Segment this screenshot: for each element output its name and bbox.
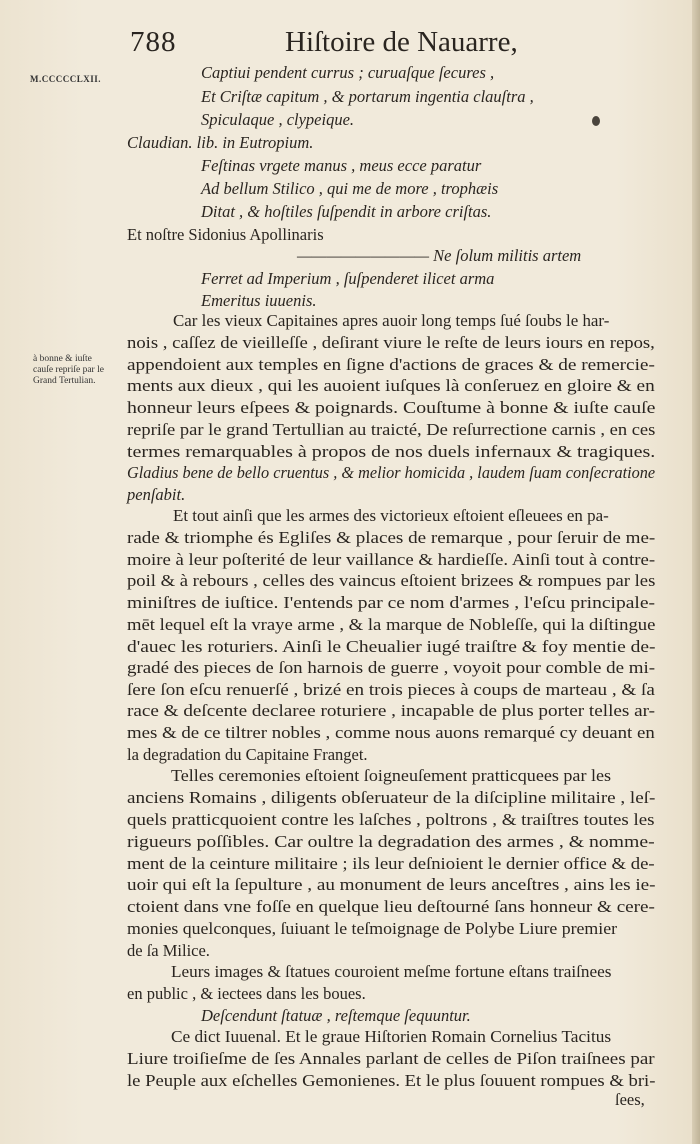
text-line: Leurs images & ſtatues couroient meſme fortune eſtans traiſnees bbox=[171, 962, 612, 981]
text-line: Ce dict Iuuenal. Et le graue Hiſtorien Romain Cornelius Tacitus bbox=[171, 1027, 612, 1046]
text-line: Deſcendunt ſtatuæ , reſtemque ſequuntur. bbox=[201, 1006, 471, 1025]
text-line: Spiculaque , clypeique. bbox=[201, 110, 355, 129]
text-line: penſabit. bbox=[127, 485, 186, 504]
text-line: Feſtinas vrgete manus , meus ecce paratur bbox=[201, 156, 482, 175]
margin-note bbox=[33, 354, 104, 387]
text-line: Gladius bene de bello cruentus , & melior homicida , laudem ſuam conſecratione bbox=[127, 463, 656, 482]
page-spine-edge bbox=[692, 0, 700, 1144]
text-line: rade & triomphe és Egliſes & places de remarque , pour ſeruir de me- bbox=[127, 528, 656, 547]
margin-note-line: à bonne & iuſte bbox=[33, 354, 92, 364]
text-line: termes remarquables à propos de nos duels infernaux & tragiques. bbox=[127, 442, 656, 461]
text-line: quels pratticquoient contre les laſches , poltrons , & traiſtres toutes les bbox=[127, 810, 655, 829]
ink-blot bbox=[592, 116, 600, 126]
margin-note-line: cauſe repriſe par le bbox=[33, 365, 104, 375]
text-line: Telles ceremonies eſtoient ſoigneuſement pratticquees par les bbox=[171, 766, 612, 785]
text-line: le Peuple aux eſchelles Gemonienes. Et le plus ſouuent rompues & bri- bbox=[127, 1071, 656, 1090]
text-line: Emeritus iuuenis. bbox=[201, 291, 317, 310]
text-line: uoir qui eſt la ſepulture , au monument de leurs anceſtres , ains les ie- bbox=[127, 875, 656, 894]
text-line: ſees, bbox=[615, 1090, 645, 1109]
text-line: race & deſcente declaree roturiere , incapable de plus porter telles ar- bbox=[127, 701, 655, 720]
text-line: Ditat , & hoſtiles ſuſpendit in arbore criſtas. bbox=[201, 202, 492, 221]
text-line: Captiui pendent currus ; curuaſque ſecures , bbox=[201, 63, 495, 82]
text-line: Ferret ad Imperium , ſuſpenderet ilicet arma bbox=[201, 269, 495, 288]
text-line: ————————— Ne ſolum militis artem bbox=[297, 246, 582, 265]
text-line: miniſtres de iuſtice. I'entends par ce nom d'armes , l'eſcu principale- bbox=[127, 593, 656, 612]
text-line: en public , & iectees dans les boues. bbox=[127, 984, 366, 1003]
text-line: Ad bellum Stilico , qui me de more , trophæis bbox=[201, 179, 499, 198]
text-line: ments aux dieux , qui les auoient iuſques là conſeruez en gloire & en bbox=[127, 376, 655, 395]
text-line: Claudian. lib. in Eutropium. bbox=[127, 133, 314, 152]
text-line: honneur leurs eſpees & poignards. Couſtume à bonne & iuſte cauſe bbox=[127, 398, 656, 417]
text-line: ment de la ceinture militaire ; ils leur deſnioient le dernier office & de- bbox=[127, 854, 655, 873]
text-line: moire à leur poſterité de leur vaillance & hardieſſe. Ainſi tout à contre- bbox=[127, 550, 656, 569]
text-line: appendoient aux temples en ſigne d'actions de graces & de remercie- bbox=[127, 355, 655, 374]
text-line: Liure troiſieſme de ſes Annales parlant de celles de Piſon traiſnees par bbox=[127, 1049, 655, 1068]
text-line: ctoient dans vne foſſe en quelque lieu deſtourné ſans honneur & cere- bbox=[127, 897, 655, 916]
page-header bbox=[130, 26, 550, 66]
text-line: gradé des pieces de ſon harnois de guerre , voyoit pour comble de mi- bbox=[127, 658, 656, 677]
text-line: Et tout ainſi que les armes des victorieux eſtoient eſleuees en pa- bbox=[173, 506, 609, 525]
text-line: rigueurs poſſibles. Car oultre la degradation des armes , & nomme- bbox=[127, 832, 655, 851]
text-line: d'auec les roturiers. Ainſi le Cheualier iugé traiſtre & foy mentie de- bbox=[127, 637, 656, 656]
text-line: nois , caſſez de vieilleſſe , deſirant viure le reſte de leurs iours en repos, bbox=[127, 333, 655, 352]
text-line: monies quelconques, ſuiuant le teſmoignage de Polybe Liure premier bbox=[127, 919, 617, 938]
text-line: ſere ſon eſcu renuerſé , brizé en trois pieces à coups de marteau , & ſa bbox=[127, 680, 655, 699]
text-line: mes & de ce tiltrer nobles , comme nous auons remarqué cy deuant en bbox=[127, 723, 655, 742]
margin-note-line: Grand Tertulian. bbox=[33, 376, 96, 386]
text-line: repriſe par le grand Tertullian au traicté, De reſurrectione carnis , en ces bbox=[127, 420, 656, 439]
text-line: mēt lequel eſt la vraye arme , & la marque de Nobleſſe, qui la diſtingue bbox=[127, 615, 656, 634]
text-line: anciens Romains , diligents obſeruateur de la diſcipline militaire , leſ- bbox=[127, 788, 656, 807]
running-title: Hiſtoire de Nauarre, bbox=[285, 26, 518, 58]
text-line: Et Criſtæ capitum , & portarum ingentia clauſtra , bbox=[201, 87, 534, 106]
text-line: poil & à rebours , celles des vaincus eſtoient brizees & rompues par les bbox=[127, 571, 656, 590]
text-line: Car les vieux Capitaines apres auoir long temps ſué ſoubs le har- bbox=[173, 311, 610, 330]
text-line: de ſa Milice. bbox=[127, 941, 210, 960]
text-line: la degradation du Capitaine Franget. bbox=[127, 745, 368, 764]
page-number: 788 bbox=[130, 26, 177, 58]
margin-year-note: M.CCCCCLXII. bbox=[30, 74, 101, 84]
text-line: Et noſtre Sidonius Apollinaris bbox=[127, 225, 324, 244]
